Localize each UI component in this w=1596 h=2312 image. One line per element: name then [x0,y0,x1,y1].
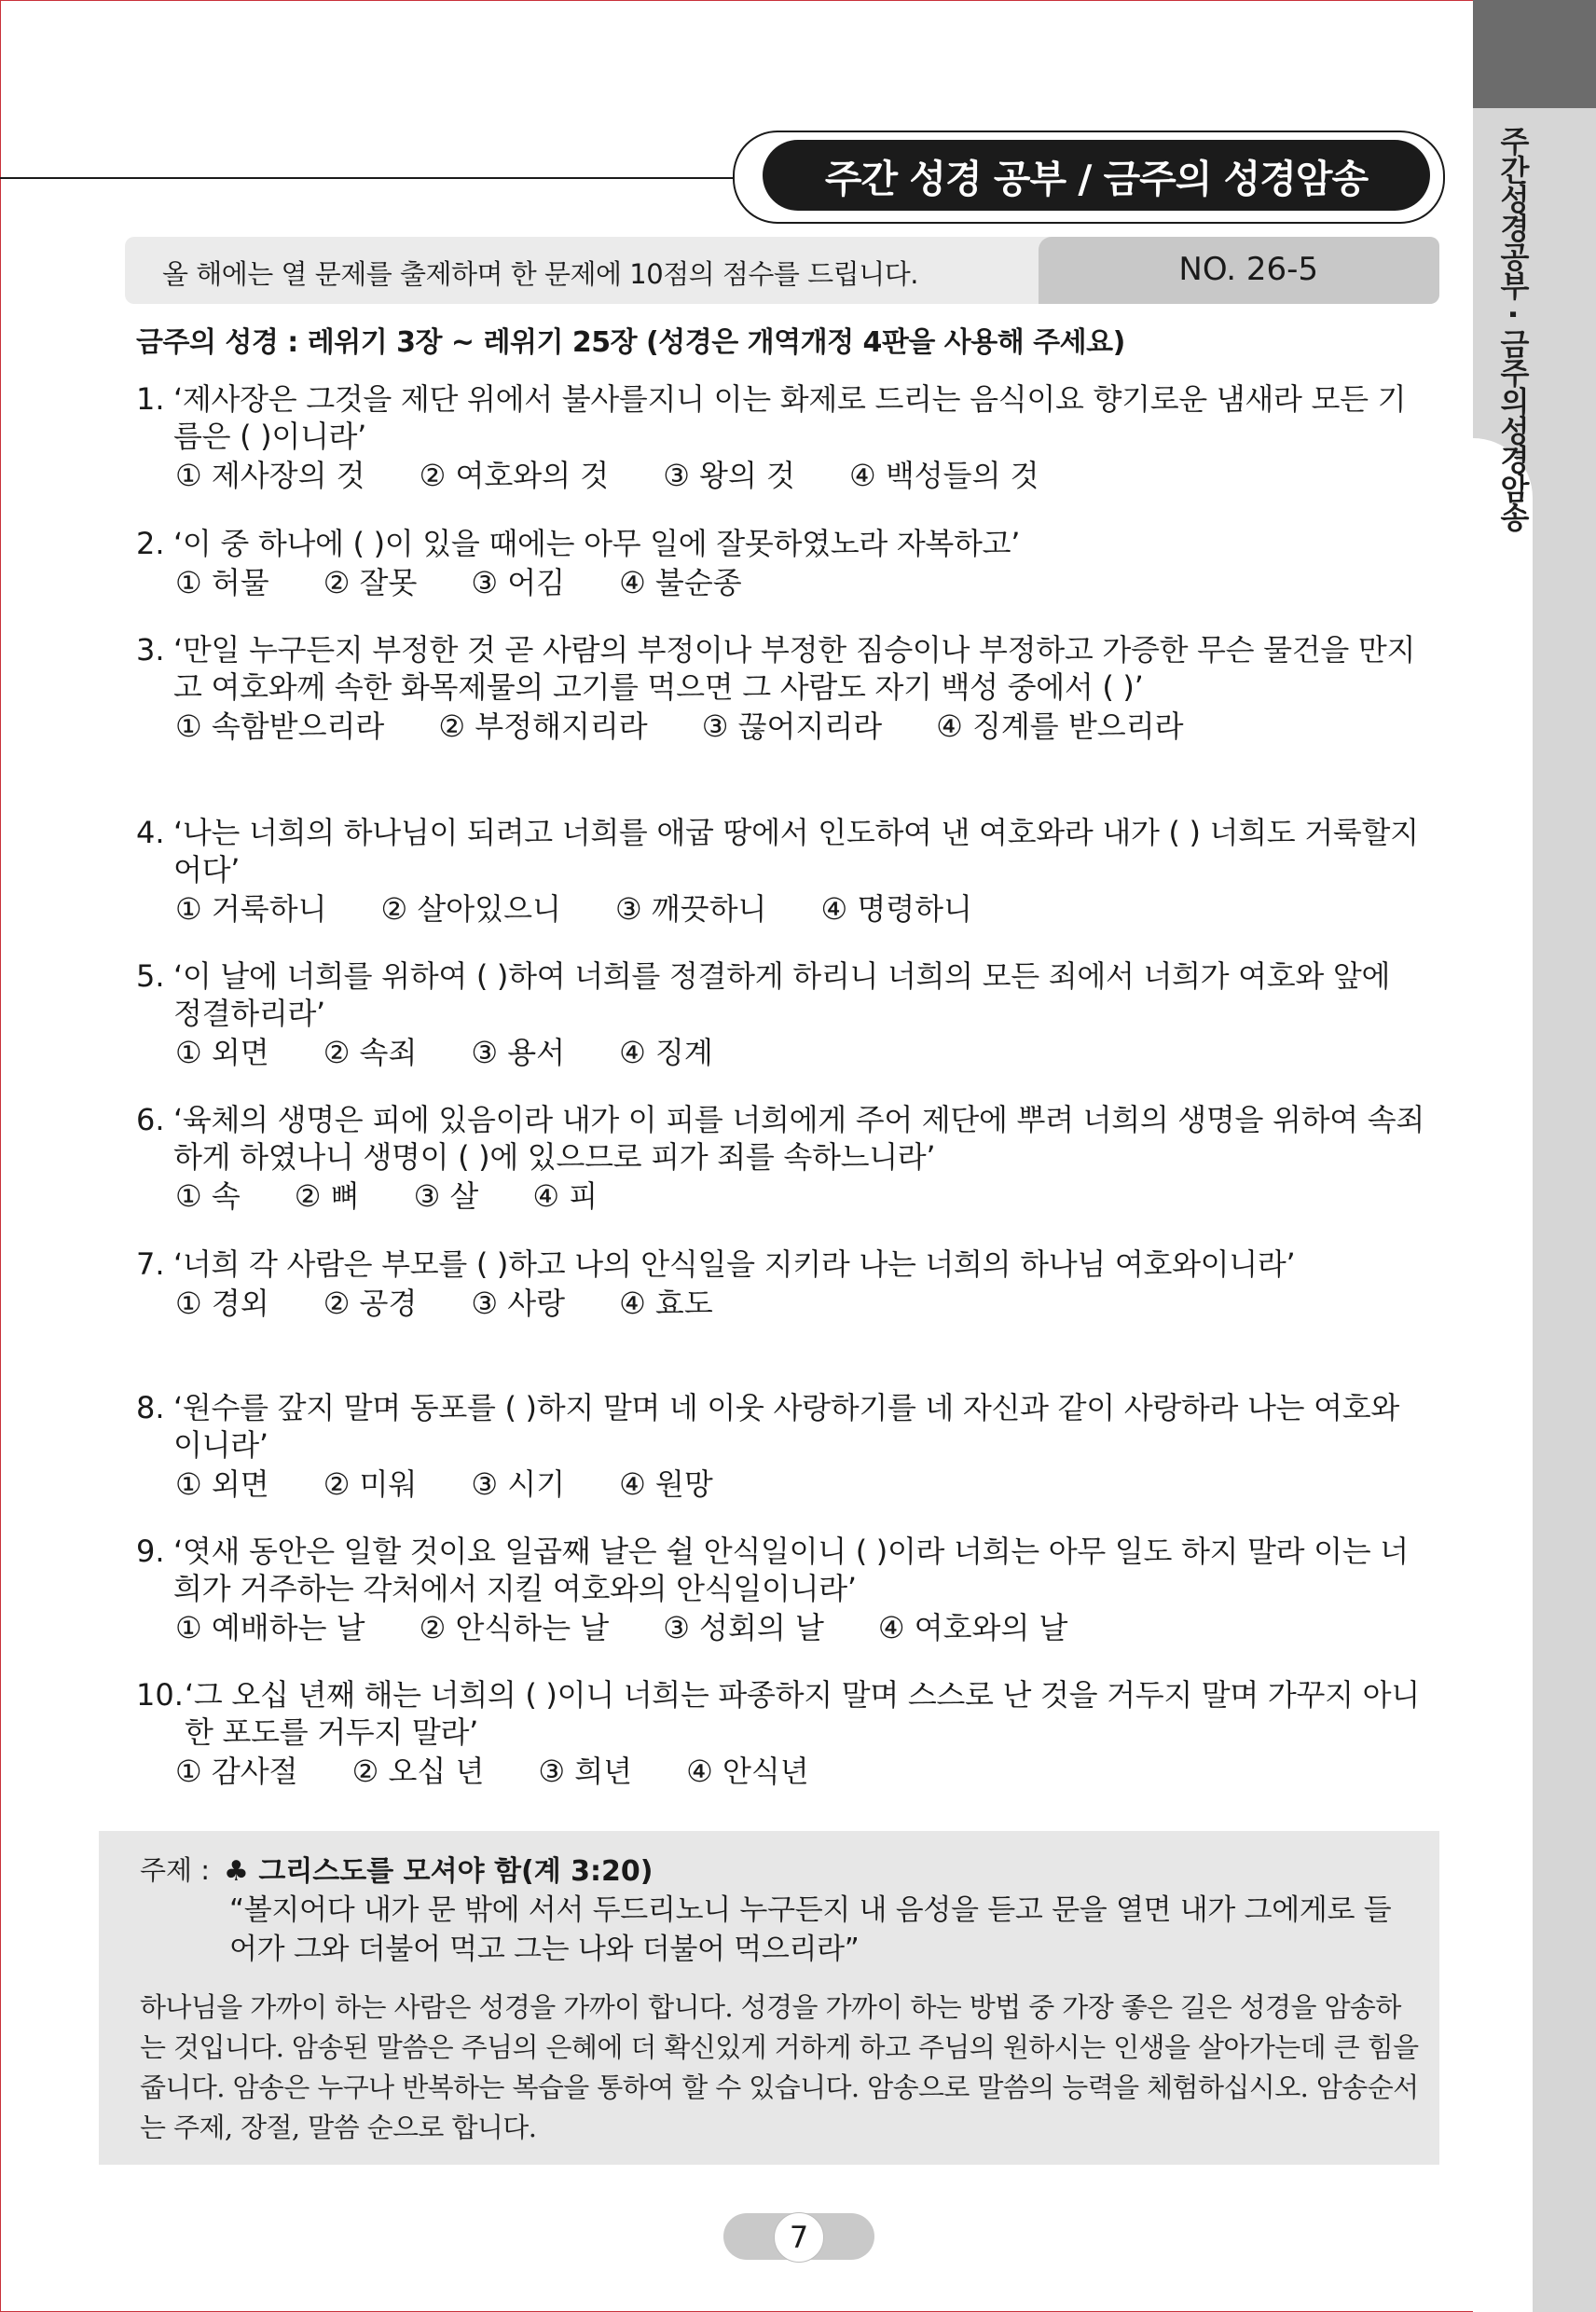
choice[interactable]: ④ 효도 [619,1286,713,1321]
choice[interactable]: ③ 깨끗하니 [614,891,767,927]
question-text: ‘나는 너희의 하나님이 되려고 너희를 애굽 땅에서 인도하여 낸 여호와라 내가 ( ) 너희도 거룩할지어다’ [173,815,1419,888]
choice[interactable]: ③ 희년 [538,1754,633,1789]
choice[interactable]: ④ 불순종 [619,565,742,600]
choice[interactable]: ① 감사절 [175,1754,298,1789]
side-tab-top [1473,0,1596,108]
question-number: 9. [136,1534,165,1569]
choice[interactable]: ① 외면 [175,1466,269,1502]
question-9 [136,1533,1426,1646]
page-title: 주간 성경 공부 / 금주의 성경암송 [763,140,1430,211]
choice[interactable]: ① 예배하는 날 [175,1610,365,1645]
choice[interactable]: ② 부정해지리라 [438,709,648,744]
choice[interactable]: ② 미워 [323,1466,418,1502]
choice[interactable]: ③ 살 [413,1178,479,1214]
side-tab-label: 주간성경공부 · 금주의성경암송 [1495,126,1531,531]
side-tab-curve [1473,438,1533,2312]
question-6 [136,1101,1426,1215]
choice[interactable]: ② 공경 [323,1286,418,1321]
question-3 [136,631,1426,745]
question-number: 3. [136,632,165,667]
choice[interactable]: ④ 백성들의 것 [848,458,1039,493]
choice-list [175,890,1426,928]
memorization-guide: 하나님을 가까이 하는 사람은 성경을 가까이 합니다. 성경을 가까이 하는 방법 중 가장 좋은 길은 성경을 암송하는 것입니다. 암송된 말씀은 주님의 은혜에 더 확신있게 거하게 하고 주님의 원하시는 인생을 살아가는데 큰 힘을 줍니다. 암송은 누구나 반복하는 복습을 통하여 할 수 있습니다. 암송으로 말씀의 능력을 체험하십시오. 암송순서는 주제, 장절, 말씀 순으로 합니다. [140,1991,1419,2143]
question-number: 5. [136,958,165,994]
question-text: ‘만일 누구든지 부정한 것 곧 사람의 부정이나 부정한 짐승이나 부정하고 가증한 무슨 물건을 만지고 여호와께 속한 화목제물의 고기를 먹으면 그 사람도 자기 백성 중에서 ( )’ [173,632,1416,705]
question-number: 7. [136,1246,165,1282]
choice[interactable]: ④ 안식년 [686,1754,809,1789]
scripture-range: 금주의 성경 : 레위기 3장 ~ 레위기 25장 (성경은 개역개정 4판을 사용해 주세요) [136,326,1125,359]
memory-verse-box [99,1831,1439,2165]
choice-list [175,1177,1426,1215]
question-text: ‘이 중 하나에 ( )이 있을 때에는 아무 일에 잘못하였노라 자복하고’ [173,526,1021,561]
choice-list [175,708,1426,745]
question-text: ‘이 날에 너희를 위하여 ( )하여 너희를 정결하게 하리니 너희의 모든 죄에서 너희가 여호와 앞에 정결하리라’ [173,958,1391,1031]
choice[interactable]: ① 속함받으리라 [175,709,385,744]
choice[interactable]: ③ 성회의 날 [663,1610,824,1645]
choice[interactable]: ② 여호와의 것 [419,458,610,493]
question-8 [136,1389,1426,1503]
question-number: 4. [136,815,165,850]
choice-list [175,564,1426,601]
choice[interactable]: ④ 명령하니 [820,891,972,927]
question-text: ‘제사장은 그것을 제단 위에서 불사를지니 이는 화제로 드리는 음식이요 향기로운 냄새라 모든 기름은 ( )이니라’ [173,381,1407,454]
issue-number: NO. 26-5 [1178,251,1318,288]
choice-list [175,1609,1426,1646]
choice[interactable]: ④ 여호와의 날 [877,1610,1068,1645]
choice[interactable]: ③ 어김 [471,565,566,600]
choice[interactable]: ② 잘못 [323,565,418,600]
choice-list [175,1034,1426,1071]
choice[interactable]: ③ 시기 [471,1466,566,1502]
question-number: 10. [136,1677,184,1713]
question-10 [136,1676,1426,1790]
choice[interactable]: ④ 징계를 받으리라 [936,709,1184,744]
question-5 [136,957,1426,1071]
theme-title: ♣ 그리스도를 모셔야 함(계 3:20) [224,1855,654,1888]
choice[interactable]: ④ 피 [532,1178,598,1214]
choice[interactable]: ① 허물 [175,565,269,600]
question-2 [136,525,1426,601]
question-text: ‘원수를 갚지 말며 동포를 ( )하지 말며 네 이웃 사랑하기를 네 자신과 같이 사랑하라 나는 여호와이니라’ [173,1390,1399,1463]
choice[interactable]: ① 거룩하니 [175,891,327,927]
choice[interactable]: ② 안식하는 날 [419,1610,610,1645]
question-number: 1. [136,381,165,417]
question-text: ‘너희 각 사람은 부모를 ( )하고 나의 안식일을 지키라 나는 너희의 하나님 여호와이니라’ [173,1246,1296,1282]
choice[interactable]: ③ 왕의 것 [663,458,795,493]
choice[interactable]: ② 오십 년 [351,1754,485,1789]
memory-verse: “볼지어다 내가 문 밖에 서서 두드리노니 누구든지 내 음성을 듣고 문을 열면 내가 그에게로 들어가 그와 더불어 먹고 그는 나와 더불어 먹으리라” [229,1893,1392,1966]
choice[interactable]: ② 살아있으니 [380,891,561,927]
question-text: ‘육체의 생명은 피에 있음이라 내가 이 피를 너희에게 주어 제단에 뿌려 너희의 생명을 위하여 속죄하게 하였나니 생명이 ( )에 있으므로 피가 죄를 속하느니라’ [173,1102,1424,1175]
question-text: ‘그 오십 년째 해는 너희의 ( )이니 너희는 파종하지 말며 스스로 난 것을 거두지 말며 가꾸지 아니한 포도를 거두지 말라’ [185,1677,1420,1750]
choice[interactable]: ① 속 [175,1178,241,1214]
question-7 [136,1245,1426,1322]
choice[interactable]: ② 속죄 [323,1035,418,1070]
choice[interactable]: ④ 원망 [619,1466,713,1502]
info-notice: 올 해에는 열 문제를 출제하며 한 문제에 10점의 점수를 드립니다. [162,258,918,290]
header-rule [0,177,736,179]
choice-list [175,1466,1426,1503]
choice[interactable]: ④ 징계 [619,1035,713,1070]
question-4 [136,814,1426,928]
choice[interactable]: ③ 용서 [471,1035,566,1070]
choice-list [175,1285,1426,1322]
question-number: 2. [136,526,165,561]
theme-label: 주제 : [140,1854,211,1886]
choice[interactable]: ② 뼈 [294,1178,360,1214]
choice[interactable]: ③ 끊어지리라 [701,709,883,744]
choice-list [175,457,1426,494]
question-text: ‘엿새 동안은 일할 것이요 일곱째 날은 쉴 안식일이니 ( )이라 너희는 아무 일도 하지 말라 이는 너희가 거주하는 각처에서 지킬 여호와의 안식일이니라’ [173,1534,1409,1606]
info-bar [125,237,1439,304]
choice[interactable]: ① 제사장의 것 [175,458,365,493]
page-number: 7 [774,2212,824,2263]
question-number: 6. [136,1102,165,1137]
question-1 [136,380,1426,494]
choice[interactable]: ① 경외 [175,1286,269,1321]
question-number: 8. [136,1390,165,1425]
choice[interactable]: ③ 사랑 [471,1286,566,1321]
choice-list [175,1753,1426,1790]
choice[interactable]: ① 외면 [175,1035,269,1070]
